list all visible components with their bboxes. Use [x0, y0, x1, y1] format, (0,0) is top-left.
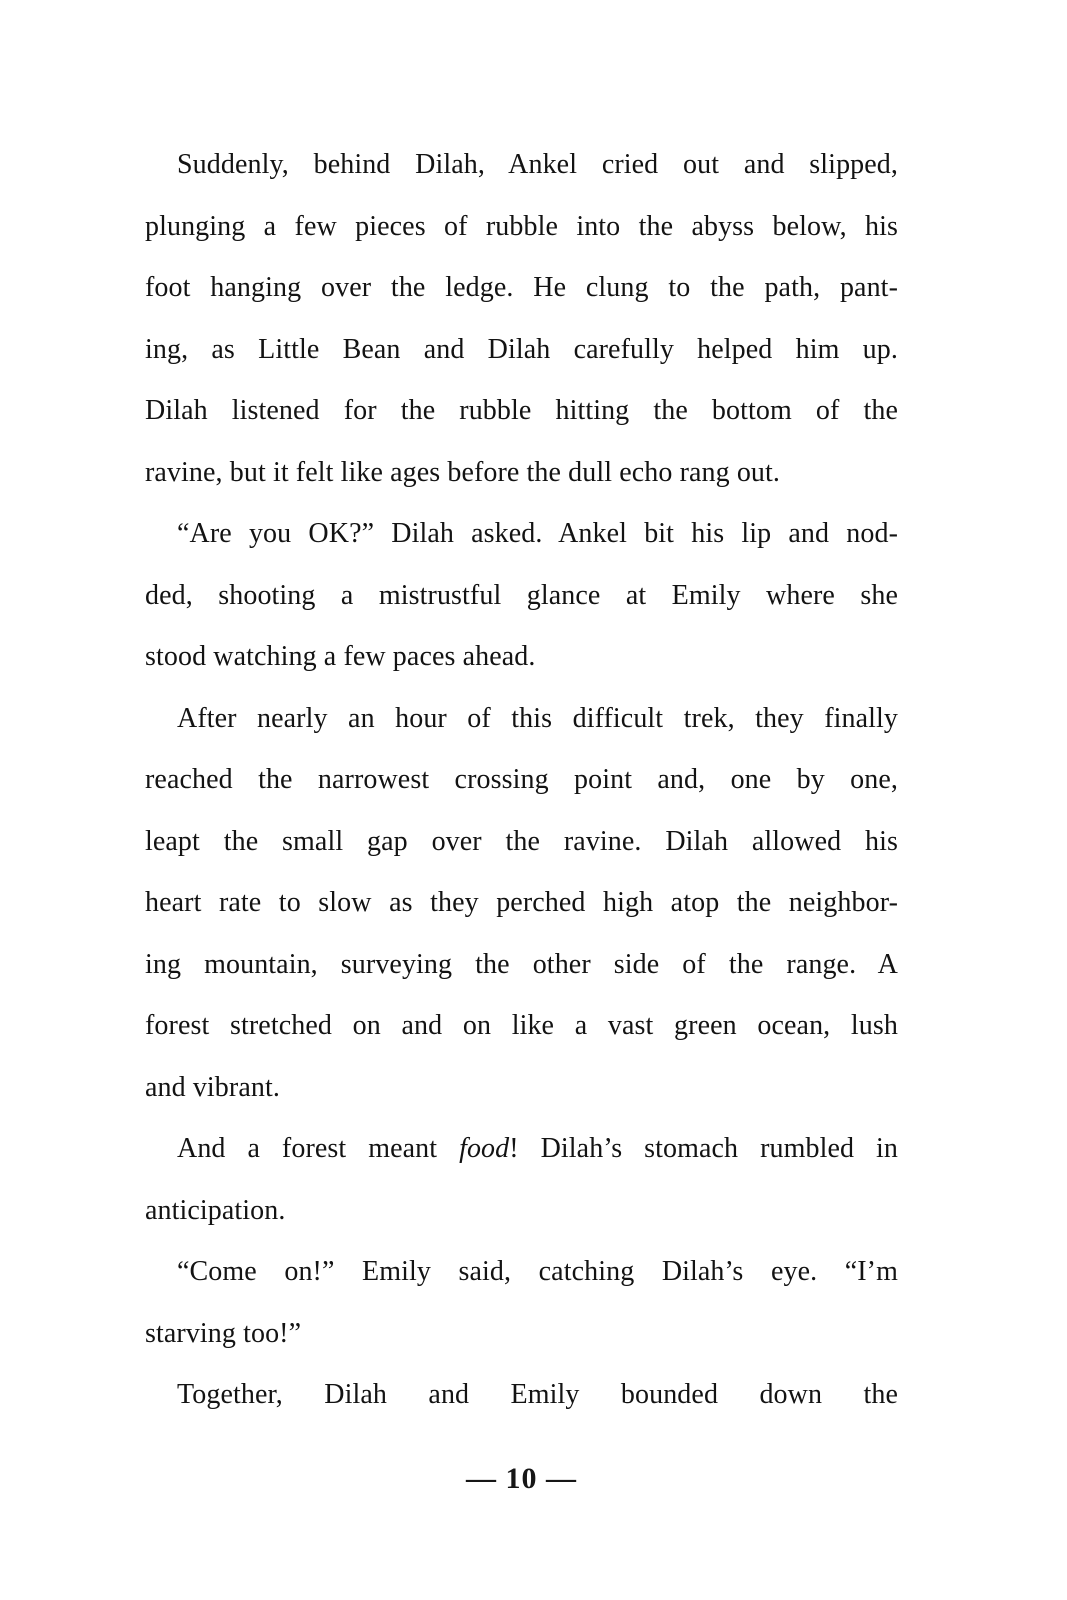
text-segment: Dilah listened for the rubble hitting the bottom of the — [145, 395, 898, 426]
text-segment: stood watching a few paces ahead. — [145, 641, 536, 672]
text-segment: starving too!” — [145, 1317, 302, 1349]
text-line — [145, 995, 898, 1057]
text-line — [145, 934, 898, 996]
text-line — [145, 442, 898, 504]
text-line — [145, 196, 898, 258]
text-segment: ! Dilah’s stomach rumbled in — [509, 1133, 898, 1164]
text-segment: anticipation. — [145, 1194, 286, 1226]
text-segment: “Are you OK?” Dilah asked. Ankel bit his lip and nod- — [177, 518, 898, 549]
text-segment: And a forest meant — [177, 1133, 460, 1164]
text-line — [145, 1364, 898, 1426]
text-segment: ravine, but it felt like ages before the dull echo rang out. — [145, 456, 781, 488]
text-line — [145, 1057, 898, 1119]
text-segment: foot hanging over the ledge. He clung to the path, pant- — [145, 272, 898, 303]
paragraph — [145, 1364, 898, 1426]
text-line — [145, 688, 898, 750]
text-line — [145, 1241, 898, 1303]
paragraph — [145, 503, 898, 688]
text-line — [145, 1303, 898, 1365]
text-segment: Together, Dilah and Emily bounded down the — [177, 1379, 898, 1410]
text-line — [145, 626, 898, 688]
text-segment: heart rate to slow as they perched high atop the neighbor- — [145, 887, 898, 918]
text-segment: reached the narrowest crossing point and, one by one, — [145, 764, 898, 795]
text-line — [145, 257, 898, 319]
paragraph — [145, 1118, 898, 1241]
text-segment: ing, as Little Bean and Dilah carefully helped him up. — [145, 333, 898, 365]
paragraph — [145, 134, 898, 503]
text-segment: “Come on!” Emily said, catching Dilah’s eye. “I’m — [177, 1256, 898, 1287]
text-segment: ded, shooting a mistrustful glance at Emily where she — [145, 579, 898, 611]
text-segment: Suddenly, behind Dilah, Ankel cried out and slipped, — [177, 149, 898, 180]
text-segment: ing mountain, surveying the other side of the range. A — [145, 948, 898, 980]
text-segment: After nearly an hour of this difficult trek, they finally — [177, 702, 898, 734]
text-line — [145, 1180, 898, 1242]
paragraph — [145, 1241, 898, 1364]
text-line — [145, 319, 898, 381]
text-line — [145, 749, 898, 811]
text-segment: forest stretched on and on like a vast green ocean, lush — [145, 1010, 898, 1041]
page-number: — 10 — — [466, 1462, 577, 1495]
text-line — [145, 811, 898, 873]
page-footer — [145, 1462, 898, 1496]
text-line — [145, 503, 898, 565]
italic-text-segment: food — [459, 1133, 510, 1164]
text-line — [145, 872, 898, 934]
paragraph — [145, 688, 898, 1119]
text-line — [145, 380, 898, 442]
text-segment: leapt the small gap over the ravine. Dilah allowed his — [145, 825, 898, 857]
text-line — [145, 565, 898, 627]
text-segment: plunging a few pieces of rubble into the abyss below, his — [145, 210, 898, 242]
text-segment: and vibrant. — [145, 1071, 280, 1103]
text-line — [145, 1118, 898, 1180]
page-text-block — [145, 134, 898, 1426]
text-line — [145, 134, 898, 196]
